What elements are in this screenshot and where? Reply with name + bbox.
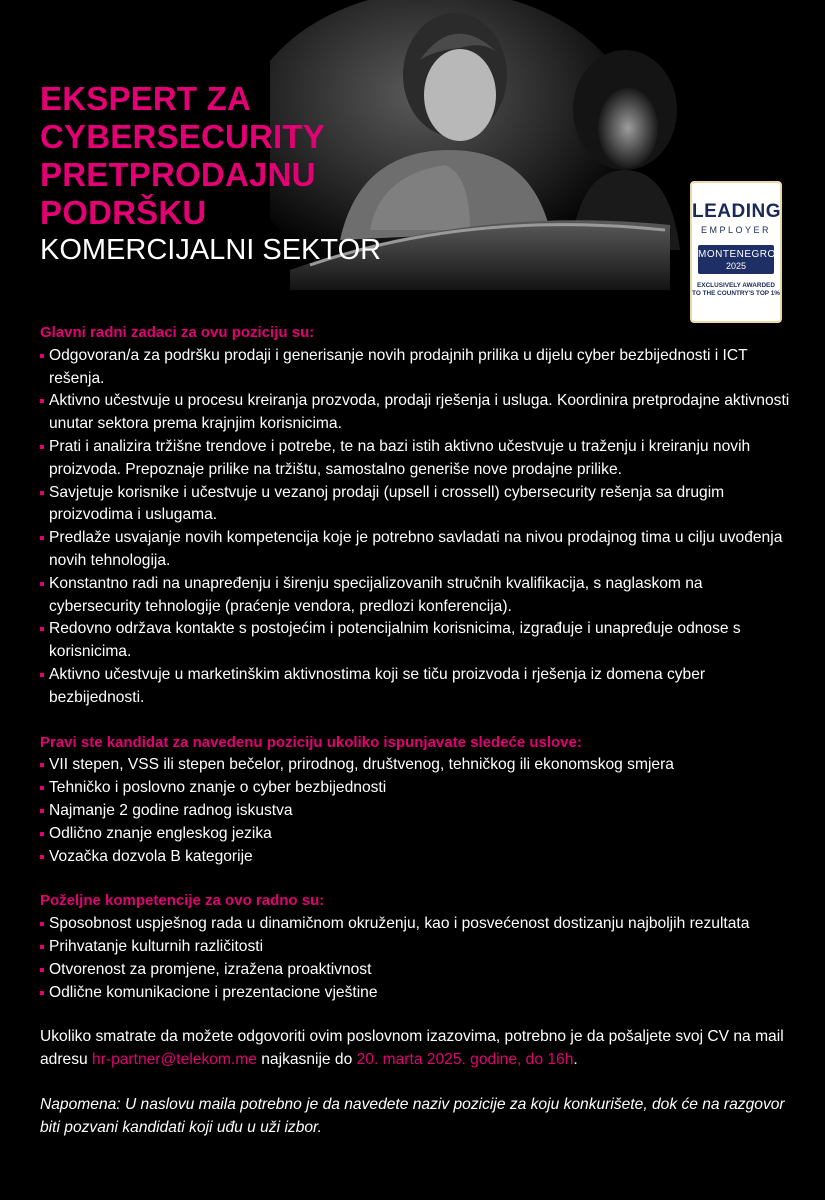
list-item: Konstantno radi na unapređenju i širenju specijalizovanih stručnih kvalifikacija, s naglaskom na cybersecurity tehnologije (praćenje vendora, predlozi konferencija). [40,573,790,619]
list-item: Savjetuje korisnike i učestvuje u vezanoj prodaji (upsell i crossell) cybersecurity rešenja sa drugim proizvodima i uslugama. [40,482,790,528]
job-description [40,322,790,1140]
closing-text: . [573,1051,578,1069]
competencies-heading: Poželjne kompetencije za ovo radno su: [40,892,325,910]
list-item: Redovno održava kontakte s postojećim i potencijalnim korisnicima, izgrađuje i unapređuje odnose s korisnicima. [40,618,790,664]
closing-text: Ukoliko smatrate da možete odgovoriti ovim poslovnom izazovima, potrebno je da pošaljete svoj CV na mail adresu [40,1028,784,1069]
list-item: Tehničko i poslovno znanje o cyber bezbijednosti [40,777,790,800]
job-title [40,80,360,232]
list-item: Prati i analizira tržišne trendove i potrebe, te na bazi istih aktivno učestvuje u traženju i kreiranju novih proizvoda. Prepoznaje prilike na tržištu, samostalno generiše nove prodajne prilike. [40,436,790,482]
list-item: Aktivno učestvuje u procesu kreiranja prozvoda, prodaji rješenja i usluga. Koordinira pretprodajne aktivnosti unutar sektora prema krajnjim korisnicima. [40,390,790,436]
list-item: Odlično znanje engleskog jezika [40,823,790,846]
badge-leading-text: LEADING [692,201,781,222]
list-item: Najmanje 2 godine radnog iskustva [40,800,790,823]
badge-award-line: TO THE COUNTRY'S TOP 1% [692,290,780,297]
list-item: Otvorenost za promjene, izražena proaktivnost [40,959,790,982]
department-subtitle: KOMERCIJALNI SEKTOR [40,234,382,266]
tasks-heading: Glavni radni zadaci za ovu poziciju su: [40,324,315,341]
list-item: VII stepen, VSS ili stepen bečelor, prirodnog, društvenog, tehničkog ili ekonomskog smjera [40,754,790,777]
deadline-text: 20. marta 2025. godine, do 16h [356,1051,574,1069]
note-text: Napomena: U naslovu maila potrebno je da navedete naziv pozicije za koju konkurišete, dok će na razgovor biti pozvani kandidati koji uđu u uži izbor. [40,1095,785,1136]
badge-country-text: MONTENEGRO [698,249,776,260]
email-link[interactable]: hr-partner@telekom.me [92,1051,257,1069]
list-item: Prihvatanje kulturnih različitosti [40,936,790,959]
closing-text: najkasnije do [256,1051,357,1069]
job-title-line: CYBERSECURITY [40,118,325,155]
badge-country-box [698,245,774,274]
competencies-list [40,913,790,1004]
badge-employer-text: EMPLOYER [700,225,771,235]
tasks-list [40,345,790,710]
badge-award-line: EXCLUSIVELY AWARDED [697,282,775,289]
requirements-list [40,754,790,868]
list-item: Odlične komunikacione i prezentacione vještine [40,982,790,1005]
list-item: Sposobnost uspješnog rada u dinamičnom okruženju, kao i posvećenost dostizanju najboljih rezultata [40,913,790,936]
badge-award-text [692,282,780,298]
requirements-heading: Pravi ste kandidat za navedenu poziciju ukoliko ispunjavate sledeće uslove: [40,733,582,751]
list-item: Odgovoran/a za podršku prodaji i generisanje novih prodajnih prilika u dijelu cyber bezbijednosti i ICT rešenja. [40,345,790,391]
badge-year-text: 2025 [725,261,747,271]
list-item: Aktivno učestvuje u marketinškim aktivnostima koji se tiču proizvoda i rješenja iz domena cyber bezbijednosti. [40,664,790,710]
list-item: Predlaže usvajanje novih kompetencija koje je potrebno savladati na nivou prodajnog tima u cilju uvođenja novih tehnologija. [40,527,790,573]
list-item: Vozačka dozvola B kategorije [40,846,790,869]
job-title-line: PRETPRODAJNU [40,156,316,193]
leading-employer-badge [690,181,782,323]
application-instructions [40,1026,790,1072]
job-title-line: PODRŠKU [40,194,207,231]
job-title-line: EKSPERT ZA [40,80,252,117]
